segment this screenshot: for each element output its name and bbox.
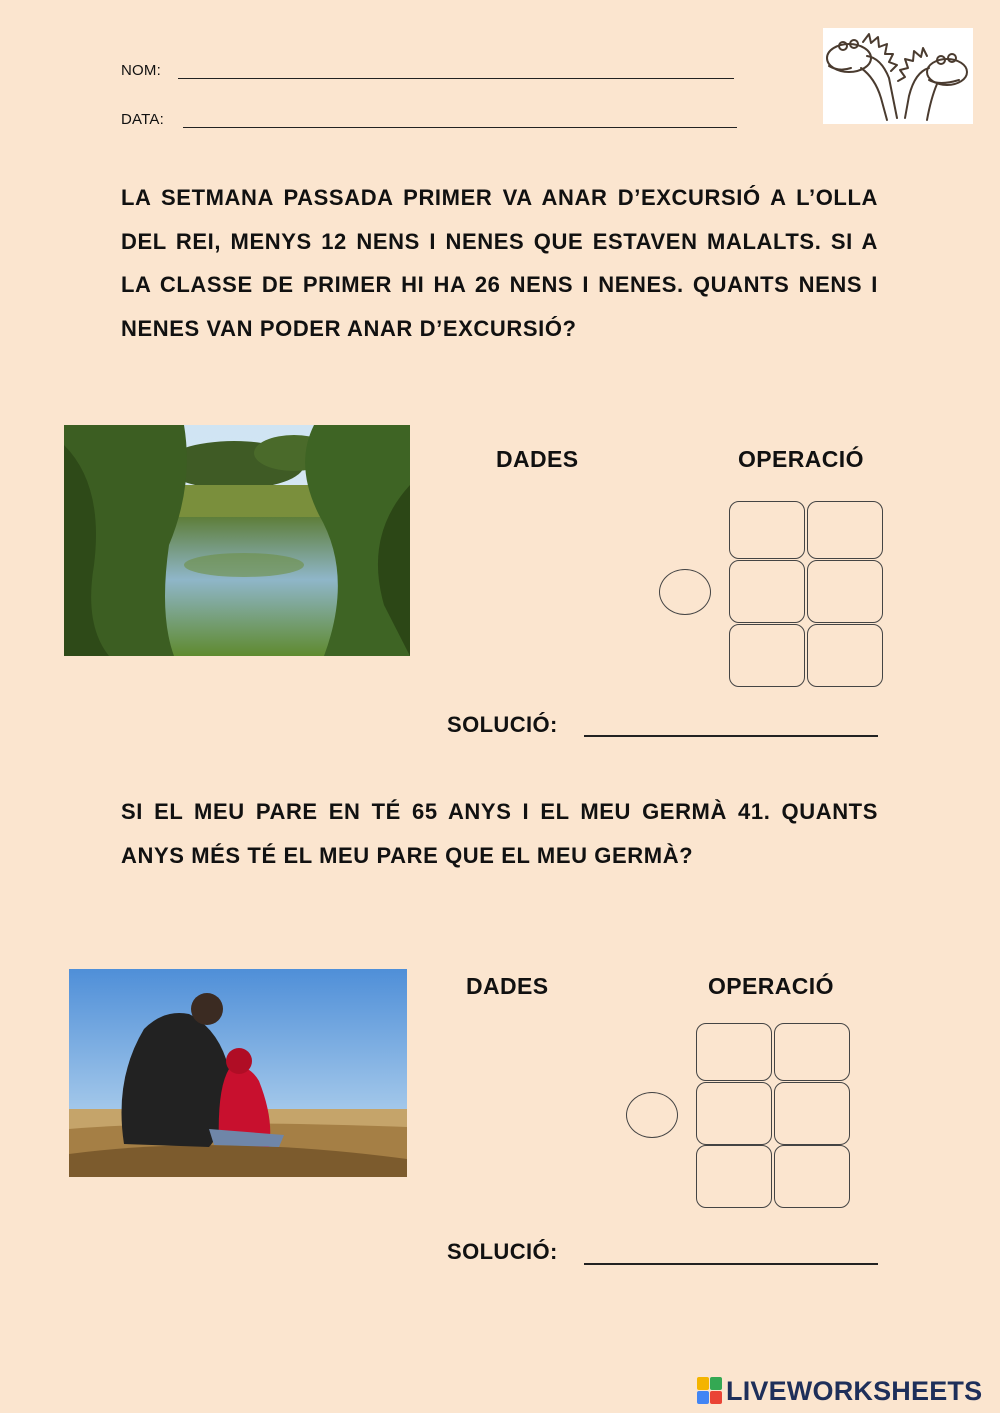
dades-heading-2: DADES	[466, 973, 549, 999]
operation-cell-2-1[interactable]	[696, 1023, 772, 1081]
operacio-heading-1: OPERACIÓ	[738, 446, 864, 472]
operation-cell-2-5[interactable]	[696, 1145, 772, 1208]
father-and-child-image	[69, 969, 407, 1177]
operation-sign-circle-2[interactable]	[626, 1092, 678, 1138]
operation-cell-1-1[interactable]	[729, 501, 805, 559]
solucio-label-1: SOLUCIÓ:	[447, 712, 558, 737]
pond-with-trees-image	[64, 425, 410, 656]
problem-2-text: SI EL MEU PARE EN TÉ 65 ANYS I EL MEU GERMÀ 41. QUANTS ANYS MÉS TÉ EL MEU PARE QUE EL MEU GERMÀ?	[121, 799, 878, 868]
operation-cell-1-6[interactable]	[807, 624, 883, 687]
operation-cell-2-2[interactable]	[774, 1023, 850, 1081]
problem-1-text: LA SETMANA PASSADA PRIMER VA ANAR D’EXCURSIÓ A L’OLLA DEL REI, MENYS 12 NENS I NENES QUE ESTAVEN MALALTS. SI A LA CLASSE DE PRIMER HI HA 26 NENS I NENES. QUANTS NENS I NENES VAN PODER ANAR D’EXCURSIÓ?	[121, 185, 878, 341]
dades-heading-1: DADES	[496, 446, 579, 472]
operation-cell-2-3[interactable]	[696, 1082, 772, 1145]
date-field[interactable]	[183, 127, 737, 128]
operation-cell-1-2[interactable]	[807, 501, 883, 559]
operation-cell-2-4[interactable]	[774, 1082, 850, 1145]
operation-cell-1-5[interactable]	[729, 624, 805, 687]
operation-cell-1-4[interactable]	[807, 560, 883, 623]
liveworksheets-logo-icon	[697, 1377, 723, 1405]
solucio-field-1[interactable]	[584, 735, 878, 737]
operation-cell-1-3[interactable]	[729, 560, 805, 623]
dinosaur-drawing-icon	[823, 28, 973, 124]
solucio-label-2: SOLUCIÓ:	[447, 1239, 558, 1264]
liveworksheets-brand: LIVEWORKSHEETS	[726, 1376, 983, 1406]
name-field[interactable]	[178, 78, 734, 79]
name-label: NOM:	[121, 62, 161, 79]
solucio-field-2[interactable]	[584, 1263, 878, 1265]
operacio-heading-2: OPERACIÓ	[708, 973, 834, 999]
date-label: DATA:	[121, 111, 164, 128]
operation-sign-circle-1[interactable]	[659, 569, 711, 615]
operation-cell-2-6[interactable]	[774, 1145, 850, 1208]
